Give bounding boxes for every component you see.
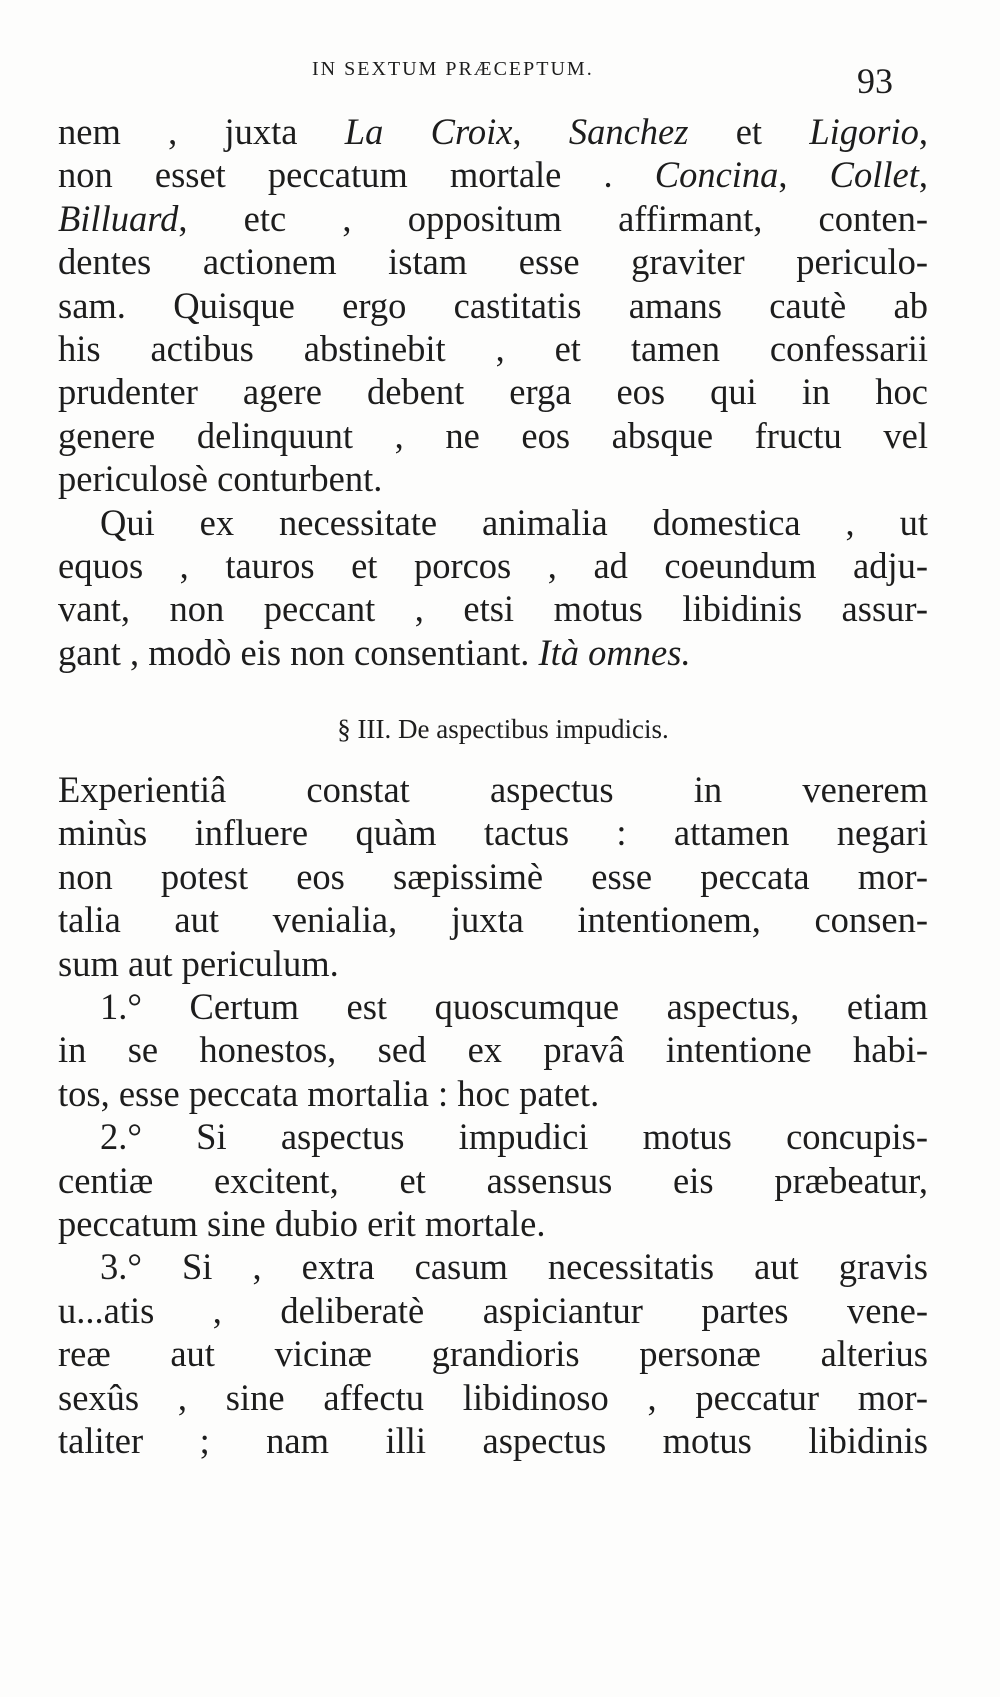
text-line: sexûs , sine affectu libidinoso , peccatur mor- [58, 1376, 928, 1418]
text-line: in se honestos, sed ex pravâ intentione habi- [58, 1029, 928, 1071]
text-run: , [778, 154, 830, 196]
author-name: La Croix [344, 111, 513, 152]
text-line: genere delinquunt , ne eos absque fructu vel [58, 414, 928, 456]
paragraph [58, 501, 928, 675]
numbered-paragraph [58, 1115, 928, 1245]
author-name: Sanchez [568, 111, 689, 152]
text-run: , [918, 111, 929, 152]
running-head: IN SEXTUM PRÆCEPTUM. [312, 58, 594, 80]
text-line [58, 153, 928, 196]
paragraph-continuation [58, 110, 928, 501]
text-line: u...atis , deliberatè aspiciantur partes vene- [58, 1289, 928, 1331]
text-line: periculosè conturbent. [58, 458, 383, 500]
text-line: taliter ; nam illi aspectus motus libidinis [58, 1419, 928, 1461]
text-line: his actibus abstinebit , et tamen confessarii [58, 327, 928, 369]
emphasis-text: Ità omnes. [538, 631, 691, 673]
text-line: equos , tauros et porcos , ad coeundum adju- [58, 544, 928, 586]
text-line: non potest eos sæpissimè esse peccata mor- [58, 855, 928, 897]
text-line: vant, non peccant , etsi motus libidinis assur- [58, 588, 928, 630]
text-line: dentes actionem istam esse graviter periculo- [58, 241, 928, 283]
text-run: gant , modò eis non consentiant. [58, 631, 539, 673]
author-name: Collet [829, 154, 919, 196]
text-line [58, 110, 928, 153]
numbered-paragraph [58, 1245, 928, 1462]
text-line: sam. Quisque ergo castitatis amans cautè ab [58, 284, 928, 326]
text-line: tos, esse peccata mortalia : hoc patet. [58, 1072, 600, 1114]
text-line: Experientiâ constat aspectus in venerem [58, 769, 928, 811]
text-line: talia aut venialia, juxta intentionem, consen- [58, 899, 928, 941]
text-line: minùs influere quàm tactus : attamen negari [58, 812, 928, 854]
numbered-paragraph [58, 985, 928, 1115]
text-line: peccatum sine dubio erit mortale. [58, 1202, 546, 1244]
text-line: centiæ excitent, et assensus eis præbeatur, [58, 1159, 928, 1201]
author-name: Concina [654, 154, 779, 196]
text-line: 1.° Certum est quoscumque aspectus, etiam [100, 986, 928, 1028]
page-number: 93 [857, 61, 893, 101]
text-line: 3.° Si , extra casum necessitatis aut gravis [100, 1246, 928, 1288]
body-text [58, 110, 928, 1462]
text-line: 2.° Si aspectus impudici motus concupis- [100, 1116, 928, 1158]
text-run: non esset peccatum mortale . [58, 154, 655, 196]
text-line: prudenter agere debent erga eos qui in hoc [58, 371, 928, 413]
text-line [58, 197, 928, 240]
author-name: Billuard [58, 197, 179, 239]
text-run: , [512, 111, 569, 152]
text-run: et [688, 111, 810, 152]
text-line: Qui ex necessitate animalia domestica , ut [100, 501, 928, 543]
text-line: reæ aut vicinæ grandioris personæ alterius [58, 1333, 928, 1375]
paragraph [58, 768, 928, 985]
text-run: nem , juxta [58, 111, 345, 152]
text-run: , etc , oppositum affirmant, conten- [178, 197, 928, 239]
text-line: sum aut periculum. [58, 942, 339, 984]
text-line [58, 631, 928, 674]
text-run: , [918, 154, 929, 196]
section-heading: § III. De aspectibus impudicis. [337, 714, 669, 745]
author-name: Ligorio [809, 111, 919, 152]
